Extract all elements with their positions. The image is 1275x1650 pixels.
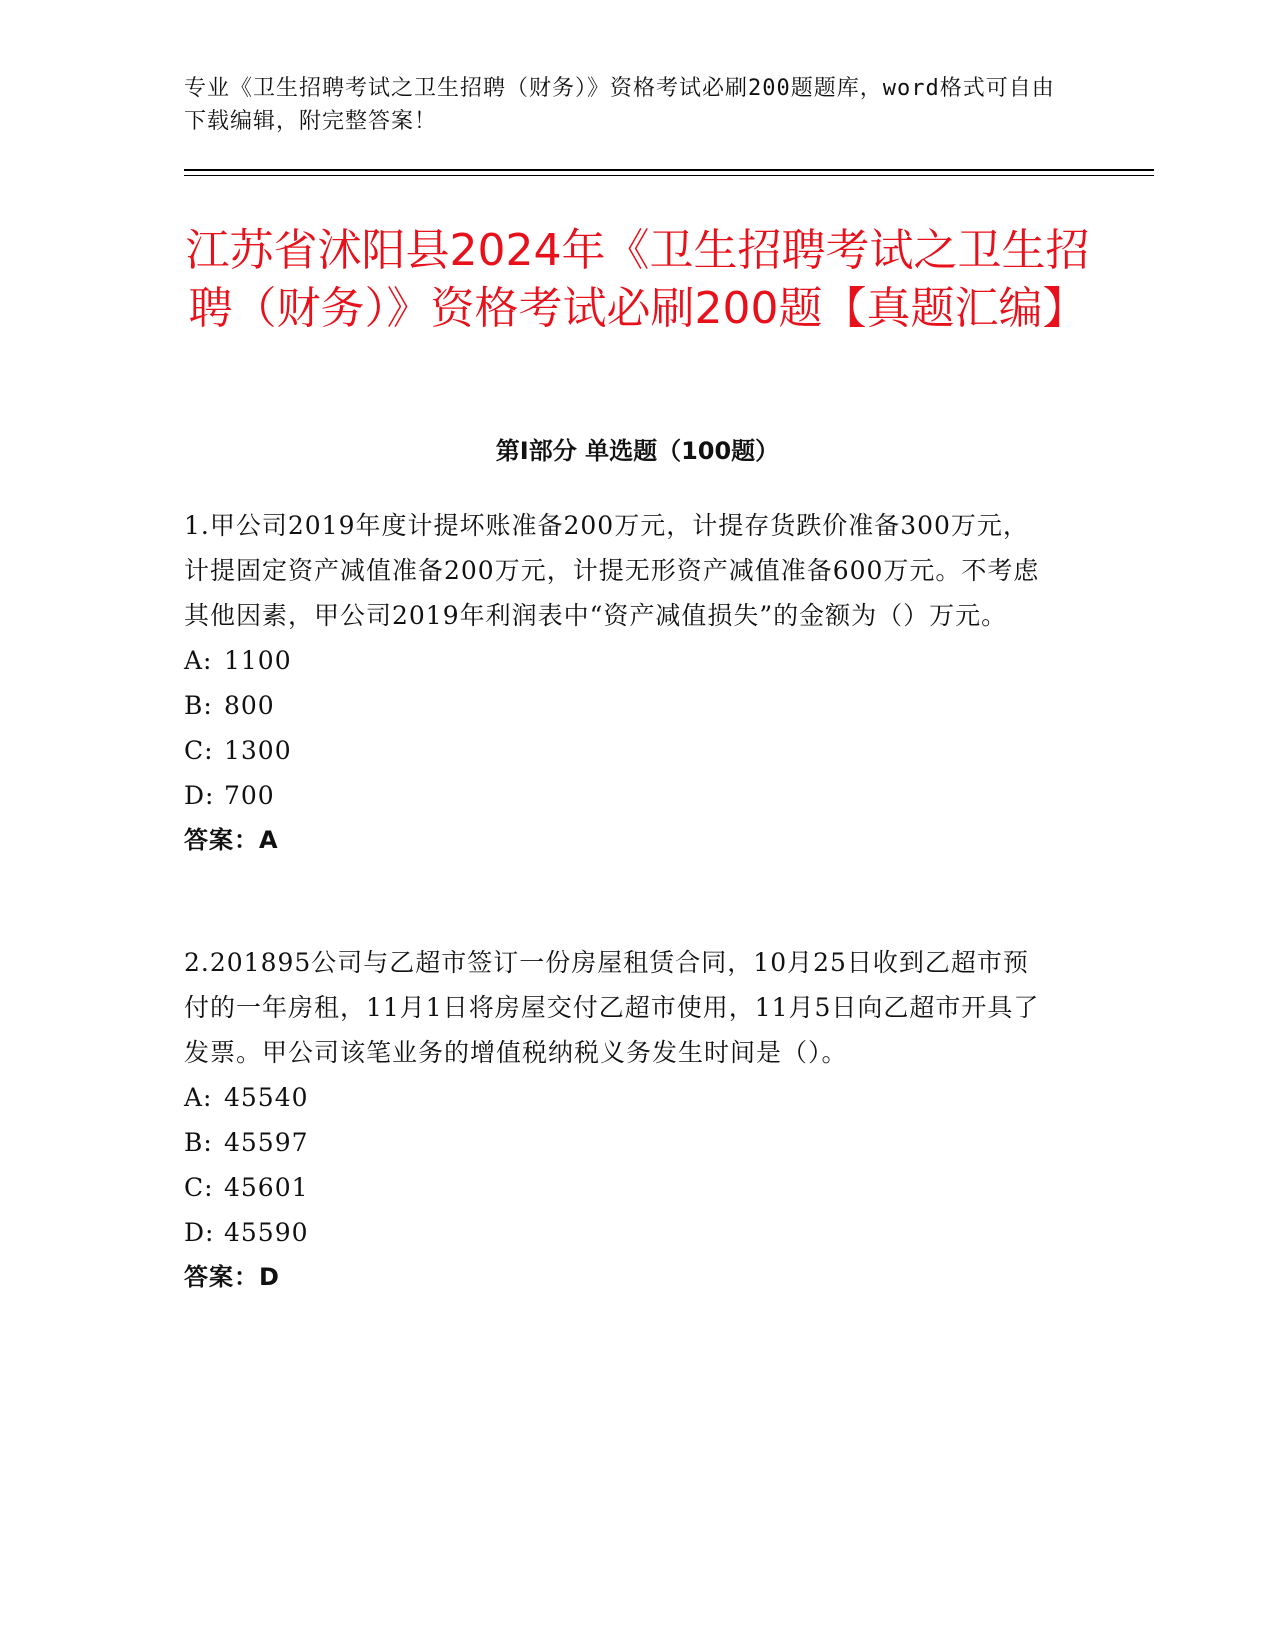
question-option bbox=[184, 728, 1054, 773]
option-text: 45590 bbox=[224, 1218, 309, 1247]
header-note: 专业《卫生招聘考试之卫生招聘（财务）》资格考试必刷200题题库，word格式可自由下载编辑，附完整答案！ bbox=[184, 76, 1055, 134]
question-option bbox=[184, 773, 1054, 818]
question-option bbox=[184, 1075, 1054, 1120]
option-text: 700 bbox=[224, 781, 275, 810]
option-letter: A: bbox=[184, 1083, 213, 1112]
question-option bbox=[184, 1120, 1054, 1165]
question-answer: 答案：A bbox=[184, 826, 279, 854]
header-divider-thick bbox=[184, 169, 1154, 171]
option-text: 1100 bbox=[224, 646, 292, 675]
question-answer: 答案：D bbox=[184, 1263, 280, 1291]
question-option bbox=[184, 683, 1054, 728]
option-letter: B: bbox=[184, 691, 213, 720]
option-text: 45597 bbox=[224, 1128, 309, 1157]
question-option bbox=[184, 1210, 1054, 1255]
question-option bbox=[184, 1165, 1054, 1210]
option-letter: D: bbox=[184, 781, 215, 810]
question-block bbox=[184, 503, 1054, 863]
option-letter: C: bbox=[184, 1173, 214, 1202]
header-divider-thin bbox=[184, 175, 1154, 176]
question-option bbox=[184, 638, 1054, 683]
document-title: 江苏省沭阳县2024年《卫生招聘考试之卫生招聘（财务）》资格考试必刷200题【真题汇编】 bbox=[185, 225, 1090, 334]
option-text: 800 bbox=[224, 691, 275, 720]
question-stem: 1.甲公司2019年度计提坏账准备200万元，计提存货跌价准备300万元，计提固定资产减值准备200万元，计提无形资产减值准备600万元。不考虑其他因素，甲公司2019年利润表中“资产减值损失”的金额为（）万元。 bbox=[184, 511, 1040, 630]
option-letter: B: bbox=[184, 1128, 213, 1157]
option-letter: C: bbox=[184, 736, 214, 765]
option-letter: D: bbox=[184, 1218, 215, 1247]
question-block bbox=[184, 940, 1054, 1300]
option-letter: A: bbox=[184, 646, 213, 675]
option-text: 1300 bbox=[224, 736, 292, 765]
section-title: 第Ⅰ部分 单选题（100题） bbox=[495, 437, 780, 465]
question-stem: 2.201895公司与乙超市签订一份房屋租赁合同，10月25日收到乙超市预付的一年房租，11月1日将房屋交付乙超市使用，11月5日向乙超市开具了发票。甲公司该笔业务的增值税纳税义务发生时间是（）。 bbox=[184, 948, 1040, 1067]
option-text: 45601 bbox=[224, 1173, 309, 1202]
option-text: 45540 bbox=[224, 1083, 309, 1112]
